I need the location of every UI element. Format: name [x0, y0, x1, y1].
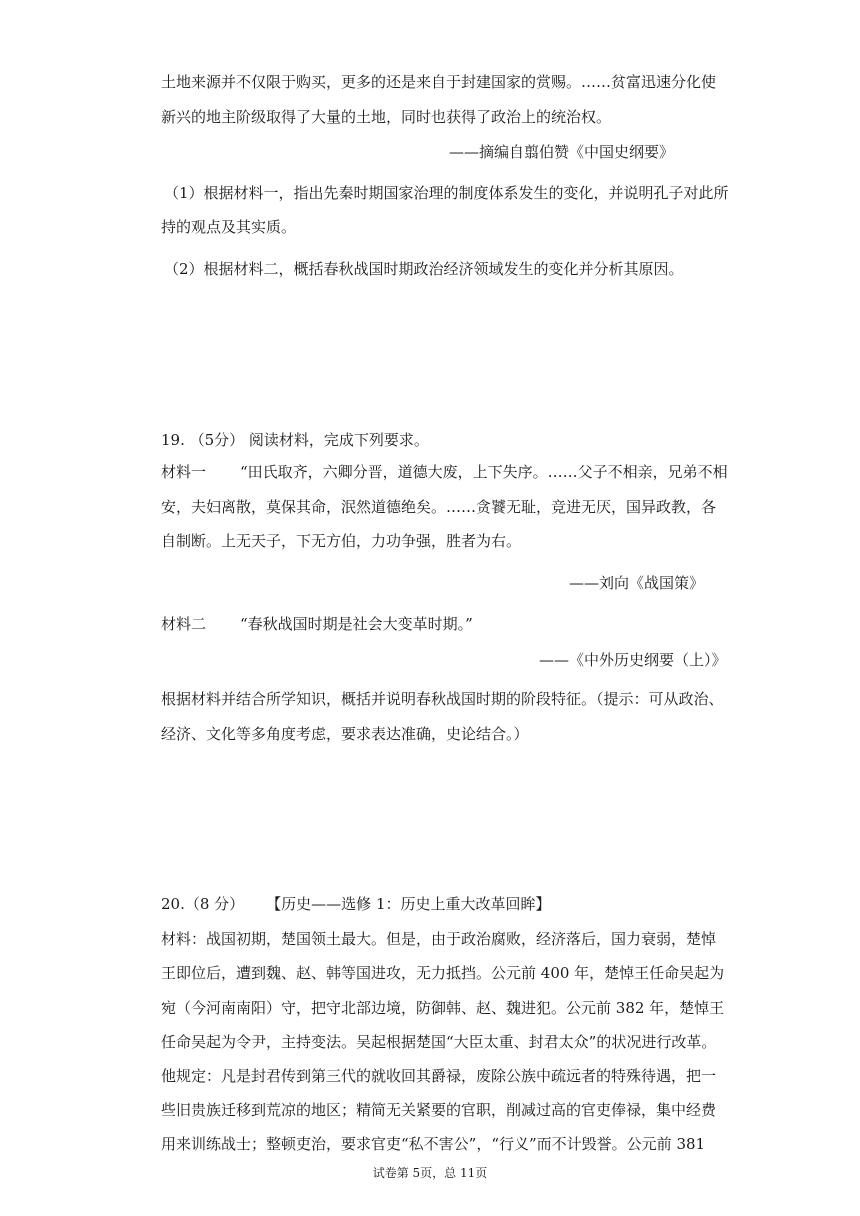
material-1-text: 自制断。上无天子，下无方伯，力功争强，胜者为右。 — [161, 532, 522, 550]
question-20-number: 20.（8 分） — [161, 895, 245, 913]
question-20-title: 【历史——选修 1：历史上重大改革回眸】 — [266, 895, 551, 913]
material-1-text: “田氏取齐，六卿分晋，道德大废，上下失序。……父子不相亲，兄弟不相 — [240, 463, 728, 481]
text-line: 新兴的地主阶级取得了大量的土地，同时也获得了政治上的统治权。 — [161, 108, 612, 126]
material-line: 些旧贵族迁移到荒凉的地区；精简无关紧要的官职，削减过高的官吏俸禄，集中经费 — [161, 1101, 717, 1119]
question-20-header — [161, 894, 551, 914]
material-2-source: ——《中外历史纲要（上）》 — [539, 651, 727, 669]
task-line: 根据材料并结合所学知识，概括并说明春秋战国时期的阶段特征。（提示：可从政治、 — [161, 690, 724, 708]
material-line: 王即位后，遭到魏、赵、韩等国进攻，无力抵挡。公元前 400 年，楚悼王任命吴起为 — [161, 964, 725, 982]
material-line: 他规定：凡是封君传到第三代的就收回其爵禄，废除公族中疏远者的特殊待遇，把一 — [161, 1067, 717, 1085]
task-line: 经济、文化等多角度考虑，要求表达准确，史论结合。） — [161, 725, 529, 743]
material-line: 宛（今河南南阳）守，把守北部边境，防御韩、赵、魏进犯。公元前 382 年，楚悼王 — [161, 999, 725, 1017]
material-1-label: 材料一 — [161, 463, 207, 481]
material-2-text: “春秋战国时期是社会大变革时期。” — [240, 615, 473, 633]
source-citation: ——摘编自翦伯赞《中国史纲要》 — [449, 143, 675, 161]
text-line: 土地来源并不仅限于购买，更多的还是来自于封建国家的赏赐。……贫富迅速分化使 — [161, 73, 717, 91]
material-line: 用来训练战士；整顿吏治，要求官吏“私不害公”，“行义”而不计毁誉。公元前 381 — [161, 1135, 706, 1153]
question-1-line: 持的观点及其实质。 — [161, 218, 297, 236]
page-footer: 试卷第 5页，总 11页 — [372, 1166, 488, 1180]
question-1-line: （1）根据材料一，指出先秦时期国家治理的制度体系发生的变化，并说明孔子对此所 — [164, 184, 729, 202]
material-2-row — [161, 614, 473, 634]
material-line: 任命吴起为令尹，主持变法。吴起根据楚国“大臣太重、封君太众”的状况进行改革。 — [161, 1033, 717, 1051]
material-1-row — [161, 462, 728, 482]
material-1-text: 安，夫妇离散，莫保其命，泯然道德绝矣。……贪饕无耻，竞进无厌，国异政教，各 — [161, 498, 717, 516]
question-2-line: （2）根据材料二，概括春秋战国时期政治经济领域发生的变化并分析其原因。 — [164, 260, 684, 278]
material-line: 材料：战国初期，楚国领土最大。但是，由于政治腐败，经济落后，国力衰弱，楚悼 — [161, 930, 717, 948]
question-19-header: 19. （5分） 阅读材料，完成下列要求。 — [161, 431, 429, 449]
material-1-source: ——刘向《战国策》 — [569, 574, 705, 592]
material-2-label: 材料二 — [161, 615, 207, 633]
